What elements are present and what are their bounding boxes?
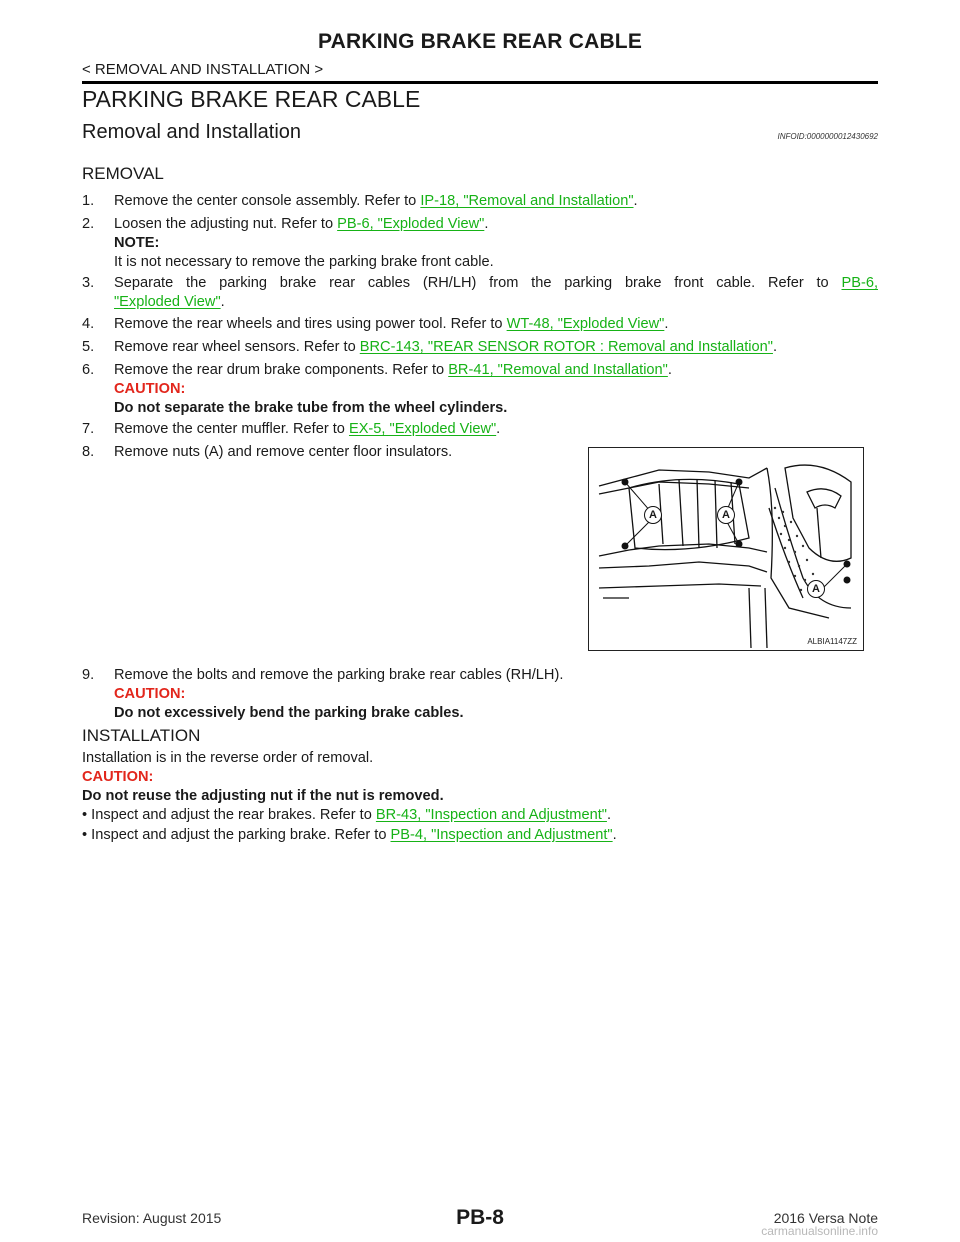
- step-number: 6.: [82, 362, 95, 378]
- header-divider: [82, 81, 878, 84]
- link-pb-6[interactable]: PB-6, "Exploded View": [337, 216, 485, 232]
- step-punct: .: [772, 339, 778, 355]
- page-number: PB-8: [456, 1206, 504, 1229]
- step-number: 9.: [82, 667, 95, 683]
- caution-label: CAUTION:: [82, 769, 154, 785]
- step-punct: .: [220, 294, 225, 310]
- step-6: [82, 361, 672, 380]
- section-title: PARKING BRAKE REAR CABLE: [82, 86, 421, 112]
- step-7: [82, 420, 500, 439]
- link-brc-143[interactable]: BRC-143, "REAR SENSOR ROTOR : Removal and Installation": [359, 339, 773, 355]
- info-id: INFOID:0000000012430692: [777, 132, 878, 141]
- page-header-title: PARKING BRAKE REAR CABLE: [317, 30, 643, 53]
- bullet-text: • Inspect and adjust the rear brakes. Refer to: [82, 807, 376, 823]
- revision-date: Revision: August 2015: [82, 1210, 222, 1226]
- step-2: [82, 215, 488, 234]
- step-text: Remove the rear wheels and tires using power tool. Refer to: [114, 316, 507, 332]
- sub-title: Removal and Installation: [82, 121, 302, 143]
- step-number: 5.: [82, 339, 95, 355]
- installation-intro: Installation is in the reverse order of removal.: [82, 750, 374, 766]
- step-text: Separate the parking brake rear cables (RH/LH) from the parking brake front cable. Refer to: [114, 275, 829, 291]
- step-5: [82, 338, 777, 357]
- watermark: carmanualsonline.info: [761, 1224, 878, 1238]
- caution-label: CAUTION:: [114, 686, 186, 702]
- figure-id: ALBIA1147ZZ: [807, 637, 857, 646]
- note-text: It is not necessary to remove the parking brake front cable.: [114, 254, 494, 270]
- step-punct: .: [496, 421, 501, 437]
- step-number: 3.: [82, 275, 95, 291]
- step-punct: .: [633, 193, 638, 209]
- bullet-punct: .: [606, 807, 611, 823]
- step-text: Remove the center muffler. Refer to: [114, 421, 349, 437]
- link-ip-18[interactable]: IP-18, "Removal and Installation": [420, 193, 634, 209]
- step-3-cont: [114, 293, 225, 312]
- step-9: [82, 666, 563, 685]
- caution-text: Do not excessively bend the parking brake cables.: [114, 705, 464, 721]
- page-footer: [82, 1206, 878, 1238]
- link-br-41[interactable]: BR-41, "Removal and Installation": [448, 362, 668, 378]
- step-4: [82, 315, 668, 334]
- callout-a: A: [644, 506, 662, 524]
- caution-text: Do not reuse the adjusting nut if the nut is removed.: [82, 788, 444, 804]
- step-number: 2.: [82, 216, 95, 232]
- step-punct: .: [664, 316, 669, 332]
- step-number: 1.: [82, 193, 95, 209]
- step-number: 8.: [82, 444, 95, 460]
- step-1: [82, 192, 638, 211]
- link-wt-48[interactable]: WT-48, "Exploded View": [506, 316, 665, 332]
- model-year: 2016 Versa Note: [773, 1210, 878, 1226]
- callout-a: A: [717, 506, 735, 524]
- step-number: 4.: [82, 316, 95, 332]
- step-punct: .: [667, 362, 672, 378]
- floor-insulator-illustration: [589, 448, 862, 649]
- installation-heading: INSTALLATION: [82, 726, 201, 745]
- step-3: [82, 274, 878, 293]
- step-text: Remove the bolts and remove the parking brake rear cables (RH/LH).: [114, 667, 564, 683]
- step-punct: .: [484, 216, 489, 232]
- step-number: 7.: [82, 421, 95, 437]
- bullet-item: [82, 806, 611, 825]
- link-ex-5[interactable]: EX-5, "Exploded View": [348, 421, 497, 437]
- step-8: [82, 443, 452, 462]
- removal-heading: REMOVAL: [82, 164, 164, 183]
- bullet-punct: .: [612, 827, 617, 843]
- step-text: Remove the rear drum brake components. Refer to: [114, 362, 449, 378]
- step-text: Remove the center console assembly. Refer to: [114, 193, 421, 209]
- step-text: Remove nuts (A) and remove center floor insulators.: [114, 444, 453, 460]
- breadcrumb: < REMOVAL AND INSTALLATION >: [82, 61, 324, 78]
- link-pb-6-a[interactable]: PB-6,: [841, 275, 878, 291]
- callout-a: A: [807, 580, 825, 598]
- step-text: Remove rear wheel sensors. Refer to: [114, 339, 360, 355]
- step-text: Loosen the adjusting nut. Refer to: [114, 216, 338, 232]
- note-label: NOTE:: [114, 235, 160, 251]
- link-br-43[interactable]: BR-43, "Inspection and Adjustment": [375, 807, 607, 823]
- bullet-text: • Inspect and adjust the parking brake. Refer to: [82, 827, 391, 843]
- caution-label: CAUTION:: [114, 381, 186, 397]
- caution-text: Do not separate the brake tube from the wheel cylinders.: [114, 400, 508, 416]
- link-pb-4[interactable]: PB-4, "Inspection and Adjustment": [390, 827, 613, 843]
- link-pb-6-b[interactable]: "Exploded View": [114, 294, 221, 310]
- insulator-figure: [588, 447, 864, 651]
- bullet-item: [82, 826, 617, 845]
